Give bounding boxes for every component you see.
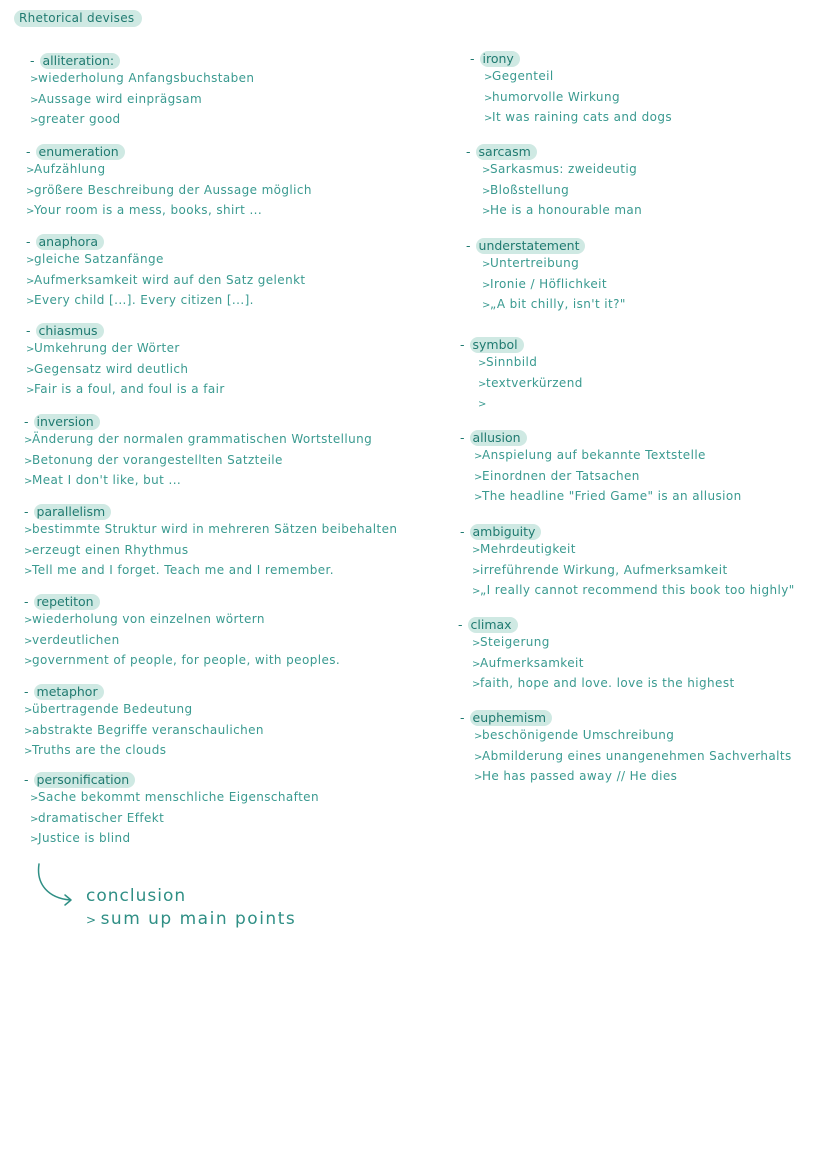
list-item: >wiederholung Anfangsbuchstaben xyxy=(30,71,255,85)
section-climax xyxy=(458,614,735,695)
list-item: >Ironie / Höflichkeit xyxy=(482,276,607,291)
list-item: >Umkehrung der Wörter xyxy=(26,341,180,355)
section-heading: - ambiguity xyxy=(460,524,541,539)
section-heading: - irony xyxy=(470,51,520,66)
list-item: >größere Beschreibung der Aussage möglich xyxy=(26,182,312,197)
list-item: >Steigerung xyxy=(472,635,550,649)
heading-label: parallelism xyxy=(34,504,112,520)
list-item: >Aufzählung xyxy=(26,162,106,176)
list-item: >„A bit chilly, isn't it?" xyxy=(482,297,626,311)
section-heading: - metaphor xyxy=(24,684,104,699)
list-item: >übertragende Bedeutung xyxy=(24,702,193,716)
list-item: >greater good xyxy=(30,112,121,126)
section-heading: - climax xyxy=(458,617,518,632)
heading-label: inversion xyxy=(34,414,100,430)
list-item: >humorvolle Wirkung xyxy=(484,89,620,104)
heading-label: personification xyxy=(34,772,136,788)
list-item: >Truths are the clouds xyxy=(24,743,167,757)
section-repetition xyxy=(24,591,340,672)
list-item: >Betonung der vorangestellten Satzteile xyxy=(24,452,283,467)
section-heading: - understatement xyxy=(466,238,585,253)
heading-label: climax xyxy=(468,617,518,633)
list-item: >Gegensatz wird deutlich xyxy=(26,361,189,376)
heading-label: ambiguity xyxy=(470,524,542,540)
list-item: >Anspielung auf bekannte Textstelle xyxy=(474,448,706,462)
section-heading: - symbol xyxy=(460,337,524,352)
section-heading: - parallelism xyxy=(24,504,111,519)
list-item: >Untertreibung xyxy=(482,256,580,270)
list-item: >wiederholung von einzelnen wörtern xyxy=(24,612,265,626)
section-heading: - alliteration: xyxy=(30,53,120,68)
section-ambiguity xyxy=(460,521,795,602)
list-item: >abstrakte Begriffe veranschaulichen xyxy=(24,722,264,737)
section-heading: - anaphora xyxy=(26,234,104,249)
list-item: >„I really cannot recommend this book too highly" xyxy=(472,583,795,597)
list-item: >Sarkasmus: zweideutig xyxy=(482,162,638,176)
section-heading: - euphemism xyxy=(460,710,552,725)
section-heading: - personification xyxy=(24,772,135,787)
section-heading: - allusion xyxy=(460,430,527,445)
list-item: >Every child [...]. Every citizen [...]. xyxy=(26,293,254,307)
section-euphemism xyxy=(460,707,792,788)
heading-label: anaphora xyxy=(36,234,105,250)
conclusion-title: conclusion xyxy=(86,886,187,906)
list-item: > xyxy=(478,399,487,410)
list-item: >Aufmerksamkeit wird auf den Satz gelenkt xyxy=(26,272,306,287)
page-title: Rhetorical devises xyxy=(14,10,142,27)
section-symbol xyxy=(460,334,583,415)
section-allusion xyxy=(460,427,742,508)
heading-label: enumeration xyxy=(36,144,125,160)
list-item: >Einordnen der Tatsachen xyxy=(474,468,640,483)
section-metaphor xyxy=(24,681,264,762)
section-heading: - chiasmus xyxy=(26,323,104,338)
list-item: >government of people, for people, with peoples. xyxy=(24,653,341,667)
list-item: >gleiche Satzanfänge xyxy=(26,252,164,266)
conclusion-point: > sum up main points xyxy=(86,909,297,929)
list-item: >Justice is blind xyxy=(30,831,131,845)
list-item: >Aufmerksamkeit xyxy=(472,655,584,670)
list-item: >Aussage wird einprägsam xyxy=(30,91,203,106)
list-item: >verdeutlichen xyxy=(24,632,120,647)
section-sarcasm xyxy=(466,141,642,222)
list-item: >dramatischer Effekt xyxy=(30,810,165,825)
list-item: >textverkürzend xyxy=(478,375,583,390)
section-understatement xyxy=(466,235,626,316)
heading-label: chiasmus xyxy=(36,323,104,339)
section-inversion xyxy=(24,411,372,492)
section-heading: - inversion xyxy=(24,414,100,429)
section-chiasmus xyxy=(26,320,225,401)
list-item: >Fair is a foul, and foul is a fair xyxy=(26,382,225,396)
heading-label: alliteration: xyxy=(40,53,121,69)
list-item: >It was raining cats and dogs xyxy=(484,110,673,124)
heading-label: symbol xyxy=(470,337,524,353)
list-item: >Sinnbild xyxy=(478,355,538,369)
heading-label: understatement xyxy=(476,238,586,254)
section-heading: - enumeration xyxy=(26,144,125,159)
section-heading: - repetiton xyxy=(24,594,100,609)
section-heading: - sarcasm xyxy=(466,144,537,159)
section-enumeration xyxy=(26,141,312,222)
list-item: >erzeugt einen Rhythmus xyxy=(24,542,189,557)
list-item: >Mehrdeutigkeit xyxy=(472,542,576,556)
list-item: >irreführende Wirkung, Aufmerksamkeit xyxy=(472,562,728,577)
list-item: >Tell me and I forget. Teach me and I remember. xyxy=(24,563,334,577)
section-anaphora xyxy=(26,231,306,312)
heading-label: metaphor xyxy=(34,684,104,700)
section-alliteration xyxy=(30,50,254,131)
list-item: >Gegenteil xyxy=(484,69,554,83)
heading-label: sarcasm xyxy=(476,144,537,160)
list-item: >beschönigende Umschreibung xyxy=(474,728,675,742)
list-item: >bestimmte Struktur wird in mehreren Sätzen beibehalten xyxy=(24,522,398,536)
heading-label: allusion xyxy=(470,430,527,446)
section-parallelism xyxy=(24,501,397,582)
list-item: >Sache bekommt menschliche Eigenschaften xyxy=(30,790,319,804)
list-item: >He is a honourable man xyxy=(482,203,643,217)
list-item: >Abmilderung eines unangenehmen Sachverhalts xyxy=(474,748,792,763)
list-item: >Your room is a mess, books, shirt ... xyxy=(26,203,263,217)
heading-label: euphemism xyxy=(470,710,553,726)
curved-arrow-icon xyxy=(36,862,86,912)
list-item: >He has passed away // He dies xyxy=(474,769,678,783)
heading-label: repetiton xyxy=(34,594,100,610)
heading-label: irony xyxy=(480,51,520,67)
list-item: >Änderung der normalen grammatischen Wortstellung xyxy=(24,432,373,446)
list-item: >faith, hope and love. love is the highest xyxy=(472,676,735,690)
section-personification xyxy=(24,769,319,850)
list-item: >The headline "Fried Game" is an allusion xyxy=(474,489,742,503)
list-item: >Meat I don't like, but ... xyxy=(24,473,182,487)
section-irony xyxy=(470,48,672,129)
list-item: >Bloßstellung xyxy=(482,182,570,197)
